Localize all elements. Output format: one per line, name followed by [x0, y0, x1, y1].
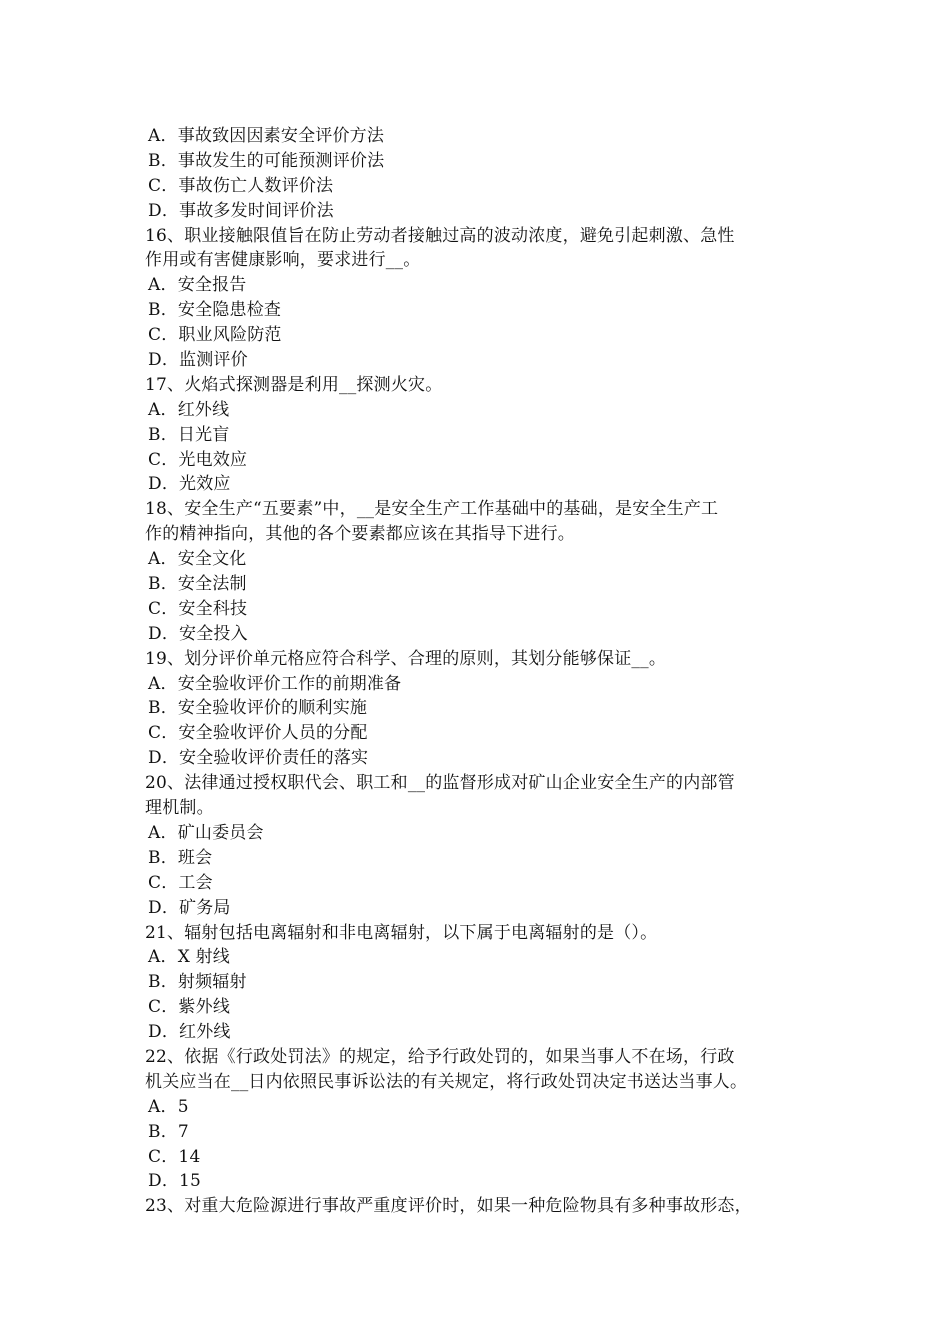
option-text: X 射线: [177, 947, 230, 968]
option-text: 安全法制: [177, 574, 247, 595]
answer-option: [145, 149, 810, 174]
answer-option: [145, 174, 810, 199]
option-text: 安全验收评价的顺利实施: [177, 698, 368, 719]
answer-option: [145, 970, 810, 995]
option-text: 安全验收评价人员的分配: [178, 723, 368, 744]
option-letter: B．: [148, 150, 178, 171]
option-letter: B．: [148, 1121, 178, 1142]
question-stem-text: 对重大危险源进行事故严重度评价时，如果一种危险物具有多种事故形态，: [184, 1196, 752, 1217]
answer-option: [145, 871, 810, 896]
option-text: 安全验收评价责任的落实: [179, 748, 369, 769]
question-stem-text: 安全生产“五要素”中，__是安全生产工作基础中的基础，是安全生产工: [184, 499, 719, 520]
option-text: 事故伤亡人数评价法: [178, 175, 334, 196]
option-text: 安全科技: [178, 598, 248, 619]
answer-option: [145, 821, 810, 846]
answer-option: [145, 846, 810, 871]
option-letter: D．: [148, 1022, 180, 1043]
option-letter: D．: [148, 200, 180, 221]
option-letter: A．: [148, 822, 178, 843]
question-number: 21、: [145, 922, 185, 943]
answer-option: [145, 323, 810, 348]
question-stem-text: 火焰式探测器是利用__探测火灾。: [184, 374, 443, 395]
option-letter: A．: [148, 947, 178, 968]
option-text: 红外线: [177, 399, 230, 420]
question-stem-text: 辐射包括电离辐射和非电离辐射，以下属于电离辐射的是（）。: [184, 922, 658, 943]
answer-option: [145, 547, 810, 572]
question-number: 19、: [145, 648, 185, 669]
question-stem-line: [145, 224, 810, 249]
question-stem-line: [145, 771, 810, 796]
answer-option: [145, 995, 810, 1020]
question-number: 17、: [145, 374, 185, 395]
option-letter: C．: [148, 723, 179, 744]
answer-option: [145, 945, 810, 970]
option-letter: D．: [148, 897, 180, 918]
answer-option: [145, 472, 810, 497]
question-number: 23、: [145, 1196, 185, 1217]
question-stem-text: 作的精神指向，其他的各个要素都应该在其指导下进行。: [145, 524, 575, 545]
question-stem-line: [145, 647, 810, 672]
option-text: 7: [177, 1121, 189, 1142]
option-letter: C．: [148, 175, 179, 196]
option-letter: C．: [148, 449, 179, 470]
question-number: 22、: [145, 1046, 185, 1067]
option-letter: B．: [148, 847, 178, 868]
answer-option: [145, 721, 810, 746]
answer-option: [145, 199, 810, 224]
option-text: 射频辐射: [177, 972, 247, 993]
option-text: 日光盲: [177, 424, 230, 445]
option-letter: B．: [148, 424, 178, 445]
option-letter: D．: [148, 474, 180, 495]
question-stem-text: 划分评价单元格应符合科学、合理的原则，其划分能够保证__。: [184, 648, 667, 669]
option-text: 安全隐患检查: [177, 300, 282, 321]
answer-option: [145, 622, 810, 647]
option-letter: A．: [148, 673, 178, 694]
answer-option: [145, 273, 810, 298]
question-number: 18、: [145, 499, 185, 520]
option-text: 事故发生的可能预测评价法: [177, 150, 385, 171]
answer-option: [145, 348, 810, 373]
option-text: 矿务局: [179, 897, 231, 918]
option-letter: D．: [148, 748, 180, 769]
option-text: 班会: [177, 847, 213, 868]
question-stem-line: [145, 497, 810, 522]
question-number: 16、: [145, 225, 185, 246]
answer-option: [145, 448, 810, 473]
option-text: 紫外线: [178, 997, 231, 1018]
option-letter: A．: [148, 275, 178, 296]
answer-option: [145, 1095, 810, 1120]
option-letter: D．: [148, 623, 180, 644]
answer-option: [145, 1145, 810, 1170]
answer-option: [145, 1169, 810, 1194]
option-text: 矿山委员会: [177, 822, 264, 843]
option-letter: B．: [148, 574, 178, 595]
question-stem-line: [145, 522, 810, 547]
option-letter: C．: [148, 872, 179, 893]
option-text: 安全验收评价工作的前期准备: [177, 673, 402, 694]
option-text: 光效应: [179, 474, 231, 495]
document-page: [145, 124, 810, 1219]
answer-option: [145, 746, 810, 771]
answer-option: [145, 597, 810, 622]
option-text: 工会: [178, 872, 213, 893]
option-letter: C．: [148, 325, 179, 346]
option-text: 15: [179, 1171, 202, 1192]
option-letter: A．: [148, 399, 178, 420]
option-letter: C．: [148, 598, 179, 619]
option-text: 事故多发时间评价法: [179, 200, 334, 221]
question-stem-line: [145, 248, 810, 273]
option-text: 监测评价: [179, 350, 248, 371]
question-stem-line: [145, 796, 810, 821]
option-text: 事故致因因素安全评价方法: [177, 126, 385, 146]
question-stem-text: 理机制。: [145, 798, 214, 819]
question-stem-text: 作用或有害健康影响，要求进行__。: [145, 250, 421, 271]
option-text: 14: [178, 1146, 201, 1167]
answer-option: [145, 696, 810, 721]
option-letter: D．: [148, 350, 180, 371]
option-letter: B．: [148, 698, 178, 719]
option-letter: B．: [148, 300, 178, 321]
option-letter: C．: [148, 997, 179, 1018]
question-stem-line: [145, 1045, 810, 1070]
answer-option: [145, 298, 810, 323]
question-number: 20、: [145, 773, 185, 794]
question-stem-text: 机关应当在__日内依照民事诉讼法的有关规定，将行政处罚决定书送达当事人。: [145, 1071, 748, 1092]
question-stem-line: [145, 921, 810, 946]
option-text: 安全报告: [177, 275, 247, 296]
option-letter: B．: [148, 972, 178, 993]
question-stem-line: [145, 373, 810, 398]
option-text: 安全投入: [179, 623, 248, 644]
option-text: 职业风险防范: [178, 325, 282, 346]
option-letter: A．: [148, 126, 178, 146]
answer-option: [145, 672, 810, 697]
option-text: 红外线: [179, 1022, 231, 1043]
answer-option: [145, 398, 810, 423]
answer-option: [145, 1120, 810, 1145]
option-text: 5: [177, 1096, 189, 1117]
option-letter: A．: [148, 1096, 178, 1117]
question-stem-text: 法律通过授权职代会、职工和__的监督形成对矿山企业安全生产的内部管: [184, 773, 735, 794]
option-letter: D．: [148, 1171, 180, 1192]
answer-option: [145, 423, 810, 448]
question-stem-line: [145, 1194, 810, 1219]
option-letter: C．: [148, 1146, 179, 1167]
answer-option: [145, 124, 810, 149]
answer-option: [145, 896, 810, 921]
question-stem-text: 依据《行政处罚法》的规定，给予行政处罚的，如果当事人不在场，行政: [184, 1046, 735, 1067]
answer-option: [145, 572, 810, 597]
option-text: 安全文化: [177, 549, 247, 570]
question-stem-text: 职业接触限值旨在防止劳动者接触过高的波动浓度，避免引起刺激、急性: [184, 225, 735, 246]
answer-option: [145, 1020, 810, 1045]
option-letter: A．: [148, 549, 178, 570]
question-stem-line: [145, 1070, 810, 1095]
option-text: 光电效应: [178, 449, 248, 470]
